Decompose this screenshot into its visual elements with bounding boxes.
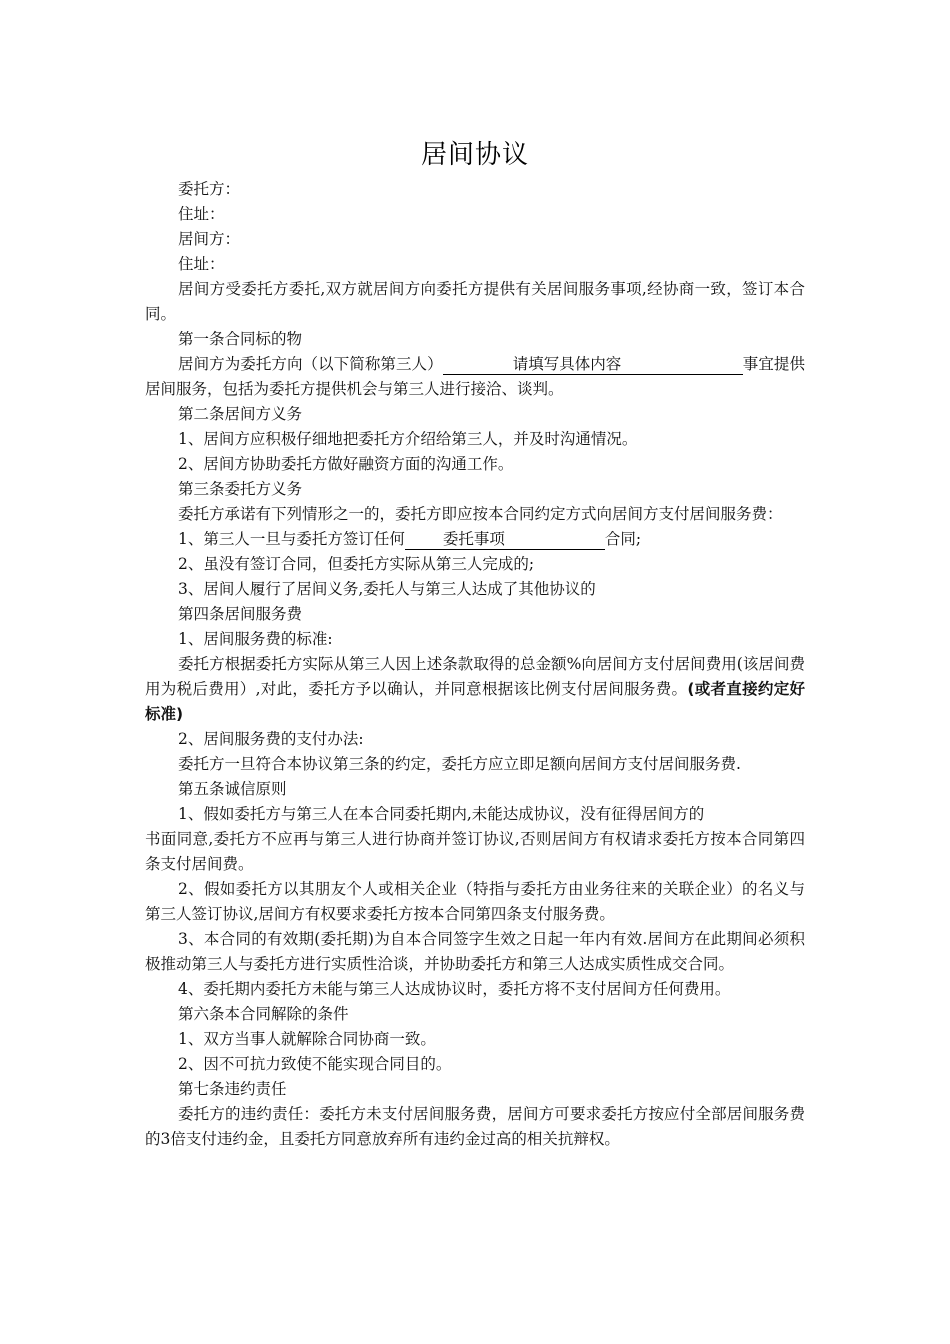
article-5-item-4: 4、委托期内委托方未能与第三人达成协议时，委托方将不支付居间方任何费用。: [178, 980, 731, 998]
article-5-item-1-line-2: 书面同意,委托方不应再与第三人进行协商并签订协议,否则居间方有权请求委托方按本合同第四条支付居间费。: [145, 830, 805, 873]
article-1-text: [145, 352, 805, 402]
article-1-blank-text: 请填写具体内容: [512, 355, 622, 373]
article-3-intro: 委托方承诺有下列情形之一的，委托方即应按本合同约定方式向居间方支付居间服务费：: [178, 505, 783, 523]
article-1-title: 第一条合同标的物: [178, 330, 303, 348]
article-7-text: 委托方的违约责任：委托方未支付居间服务费，居间方可要求委托方按应付全部居间服务费的3倍支付违约金，且委托方同意放弃所有违约金过高的相关抗辩权。: [145, 1105, 805, 1148]
intro-paragraph: 居间方受委托方委托,双方就居间方向委托方提供有关居间服务事项,经协商一致，签订本合同。: [145, 280, 805, 323]
article-3-item-3: 3、居间人履行了居间义务,委托人与第三人达成了其他协议的: [178, 580, 596, 598]
article-4-sub-1-note: (或者直接约定好标准): [145, 680, 805, 723]
broker-label: 居间方：: [178, 230, 241, 248]
article-1-text-before: 居间方为委托方向（以下简称第三人）: [178, 355, 443, 373]
article-3-item-1-blank-text: 委托事项: [442, 530, 505, 548]
article-3-item-1-before: 1、第三人一旦与委托方签订任何: [178, 530, 405, 548]
article-3-item-1: [145, 527, 805, 552]
article-6-item-1: 1、双方当事人就解除合同协商一致。: [178, 1030, 436, 1048]
broker-address-label: 住址：: [178, 255, 225, 273]
article-6-item-2: 2、因不可抗力致使不能实现合同目的。: [178, 1055, 452, 1073]
document-title: 居间协议: [420, 140, 529, 170]
article-3-item-1-blank[interactable]: [405, 530, 605, 550]
article-2-title: 第二条居间方义务: [178, 405, 303, 423]
article-6-title: 第六条本合同解除的条件: [178, 1005, 349, 1023]
article-4-title: 第四条居间服务费: [178, 605, 303, 623]
article-5-item-3: 3、本合同的有效期(委托期)为自本合同签字生效之日起一年内有效.居间方在此期间必须积极推动第三人与委托方进行实质性洽谈，并协助委托方和第三人达成实质性成交合同。: [145, 930, 805, 973]
article-1-blank[interactable]: [443, 355, 743, 375]
client-label: 委托方：: [178, 180, 241, 198]
document-body: [145, 177, 805, 1152]
article-5-item-1-line-1: 1、假如委托方与第三人在本合同委托期内,未能达成协议，没有征得居间方的: [178, 805, 705, 823]
article-4-sub-1-body: 委托方根据委托方实际从第三人因上述条款取得的总金额%向居间方支付居间费用(该居间费用为税后费用）,对此，委托方予以确认，并同意根据该比例支付居间服务费。: [145, 655, 805, 698]
article-2-item-2: 2、居间方协助委托方做好融资方面的沟通工作。: [178, 455, 514, 473]
article-1-text-after: 事宜提供居间服务，包括为委托方提供机会与第三人进行接洽、谈判。: [145, 355, 805, 398]
article-3-title: 第三条委托方义务: [178, 480, 303, 498]
article-4-sub-1: 1、居间服务费的标准:: [178, 630, 333, 648]
article-5-item-2: 2、假如委托方以其朋友个人或相关企业（特指与委托方由业务往来的关联企业）的名义与第三人签订协议,居间方有权要求委托方按本合同第四条支付服务费。: [145, 880, 805, 923]
article-5-title: 第五条诚信原则: [178, 780, 287, 798]
article-4-sub-2: 2、居间服务费的支付办法:: [178, 730, 364, 748]
article-7-title: 第七条违约责任: [178, 1080, 287, 1098]
article-4-sub-2-text: 委托方一旦符合本协议第三条的约定，委托方应立即足额向居间方支付居间服务费.: [178, 755, 741, 773]
client-address-label: 住址：: [178, 205, 225, 223]
article-4-sub-1-text: [145, 652, 805, 727]
article-3-item-2: 2、虽没有签订合同，但委托方实际从第三人完成的;: [178, 555, 535, 573]
article-3-item-1-after: 合同;: [604, 530, 642, 548]
article-2-item-1: 1、居间方应积极仔细地把委托方介绍给第三人，并及时沟通情况。: [178, 430, 638, 448]
